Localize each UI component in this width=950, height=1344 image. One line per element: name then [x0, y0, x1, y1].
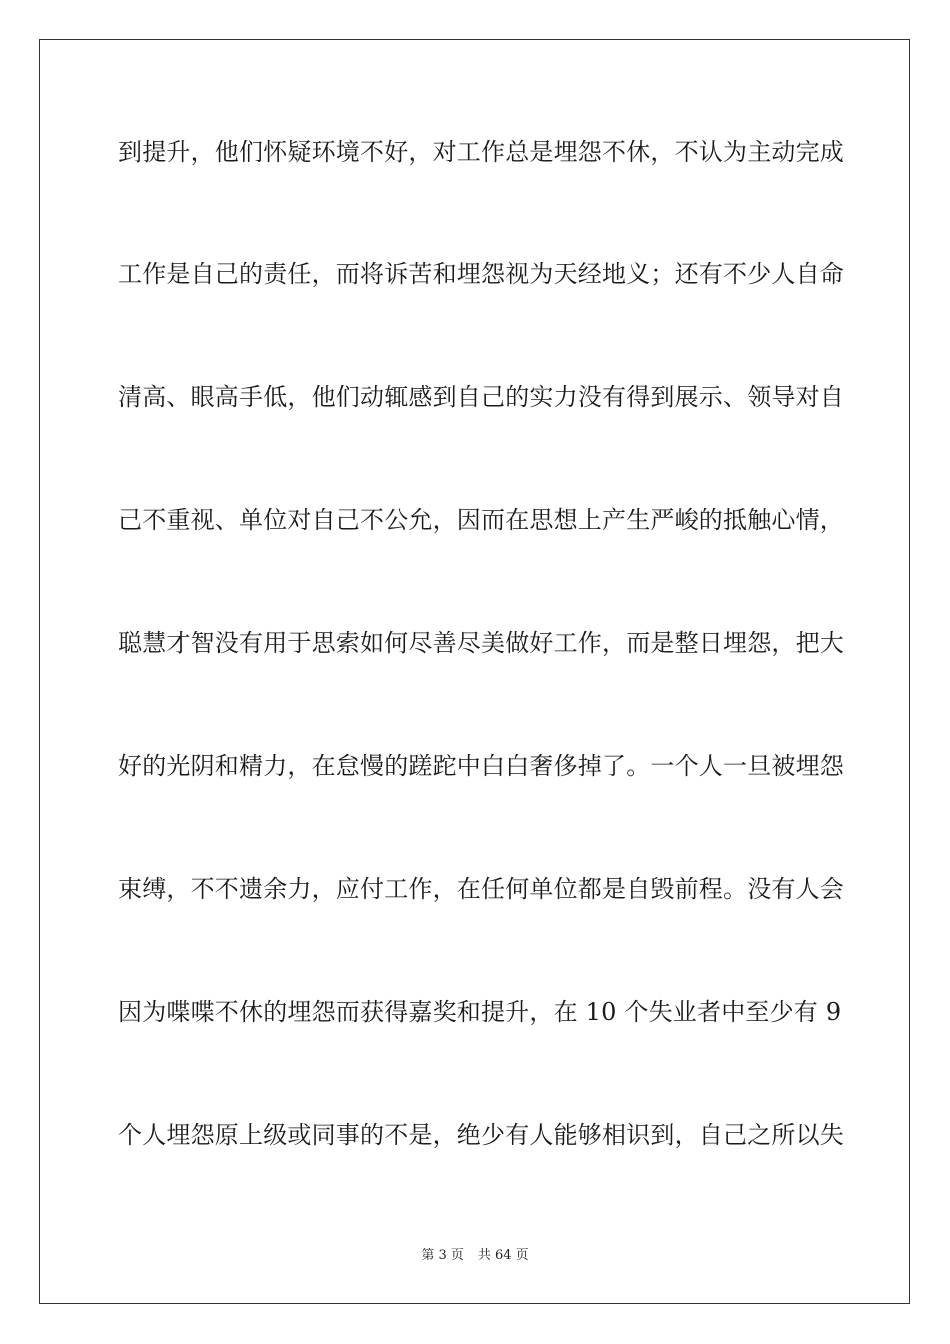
- paragraph-line: 到提升，他们怀疑环境不好，对工作总是埋怨不休，不认为主动完成: [118, 138, 844, 166]
- paragraph-line: 己不重视、单位对自己不公允，因而在思想上产生严峻的抵触心情，: [118, 506, 844, 534]
- page-border: [39, 39, 910, 1304]
- paragraph-line: 聪慧才智没有用于思索如何尽善尽美做好工作，而是整日埋怨，把大: [118, 629, 844, 657]
- paragraph-line: 个人埋怨原上级或同事的不是，绝少有人能够相识到，自己之所以失: [118, 1121, 844, 1149]
- page-number: 第 3 页: [421, 1248, 464, 1263]
- paragraph-line: 因为喋喋不休的埋怨而获得嘉奖和提升，在 10 个失业者中至少有 9: [118, 998, 842, 1026]
- page-total: 共 64 页: [477, 1248, 529, 1263]
- page-footer: [0, 1248, 950, 1264]
- paragraph-line: 清高、眼高手低，他们动辄感到自己的实力没有得到展示、领导对自: [118, 383, 844, 411]
- paragraph-line: 束缚，不不遗余力，应付工作，在任何单位都是自毁前程。没有人会: [118, 875, 844, 903]
- paragraph-line: 好的光阴和精力，在怠慢的蹉跎中白白奢侈掉了。一个人一旦被埋怨: [118, 752, 844, 780]
- paragraph-line: 工作是自己的责任，而将诉苦和埋怨视为天经地义；还有不少人自命: [118, 260, 844, 288]
